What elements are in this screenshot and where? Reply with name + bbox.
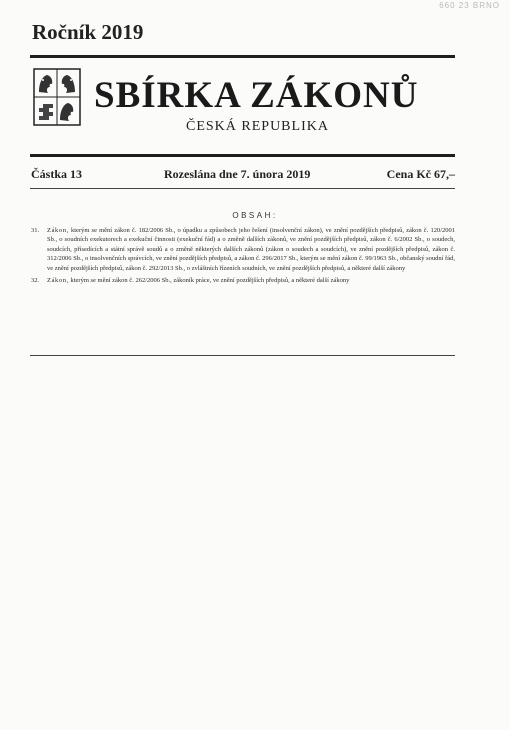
received-stamp: 660 23 BRNO — [439, 1, 500, 10]
top-rule — [30, 55, 455, 58]
contents-entry — [31, 226, 455, 273]
entry-lead: Zákon, — [47, 227, 69, 234]
entry-number: 31. — [31, 227, 40, 234]
entry-body: kterým se mění zákon č. 262/2006 Sb., zákoník práce, ve znění pozdějších předpisů, a některé další zákony — [70, 277, 350, 285]
contents-bottom-rule — [30, 355, 455, 356]
volume-label: Ročník 2019 — [32, 20, 144, 44]
issue-price: Cena Kč 67,– — [386, 167, 455, 181]
contents-heading: OBSAH: — [232, 211, 278, 220]
header-divider — [30, 188, 455, 189]
masthead-bottom-rule — [30, 154, 455, 157]
collection-subtitle: ČESKÁ REPUBLIKA — [186, 119, 329, 134]
entry-text — [47, 226, 455, 273]
issue-distributed-date: Rozeslána dne 7. února 2019 — [164, 167, 311, 181]
entry-number: 32. — [31, 277, 40, 285]
contents-entry — [31, 276, 455, 285]
contents-list — [31, 226, 455, 288]
issue-part: Částka 13 — [31, 167, 83, 181]
entry-lead: Zákon, — [47, 277, 69, 285]
entry-body: kterým se mění zákon č. 182/2006 Sb., o úpadku a způsobech jeho řešení (insolvenční zákon), ve znění pozdějších předpisů, zákon č. 120/2001 Sb., o soudních exekutorech a exekuční činnosti (exekuční řád) a o změně dalších zákonů, ve znění pozdějších předpisů, zákon č. 6/2002 Sb., o soudech, soudcích, přísedících a státní správě soudů a o změně některých dalších zákonů (zákon o soudech a soudcích), ve znění pozdějších předpisů, zákon č. 312/2006 Sb., o insolvenčních správcích, ve znění pozdějších předpisů, a zákon č. 296/2017 Sb., kterým se mění zákon č. 99/1963 Sb., občanský soudní řád, ve znění pozdějších předpisů, zákon č. 292/2013 Sb., o zvláštních řízeních soudních, ve znění pozdějších předpisů, a některé další zákony — [47, 227, 456, 272]
state-emblem-icon — [33, 68, 81, 126]
entry-text — [47, 276, 455, 285]
collection-title: SBÍRKA ZÁKONŮ — [94, 75, 419, 116]
